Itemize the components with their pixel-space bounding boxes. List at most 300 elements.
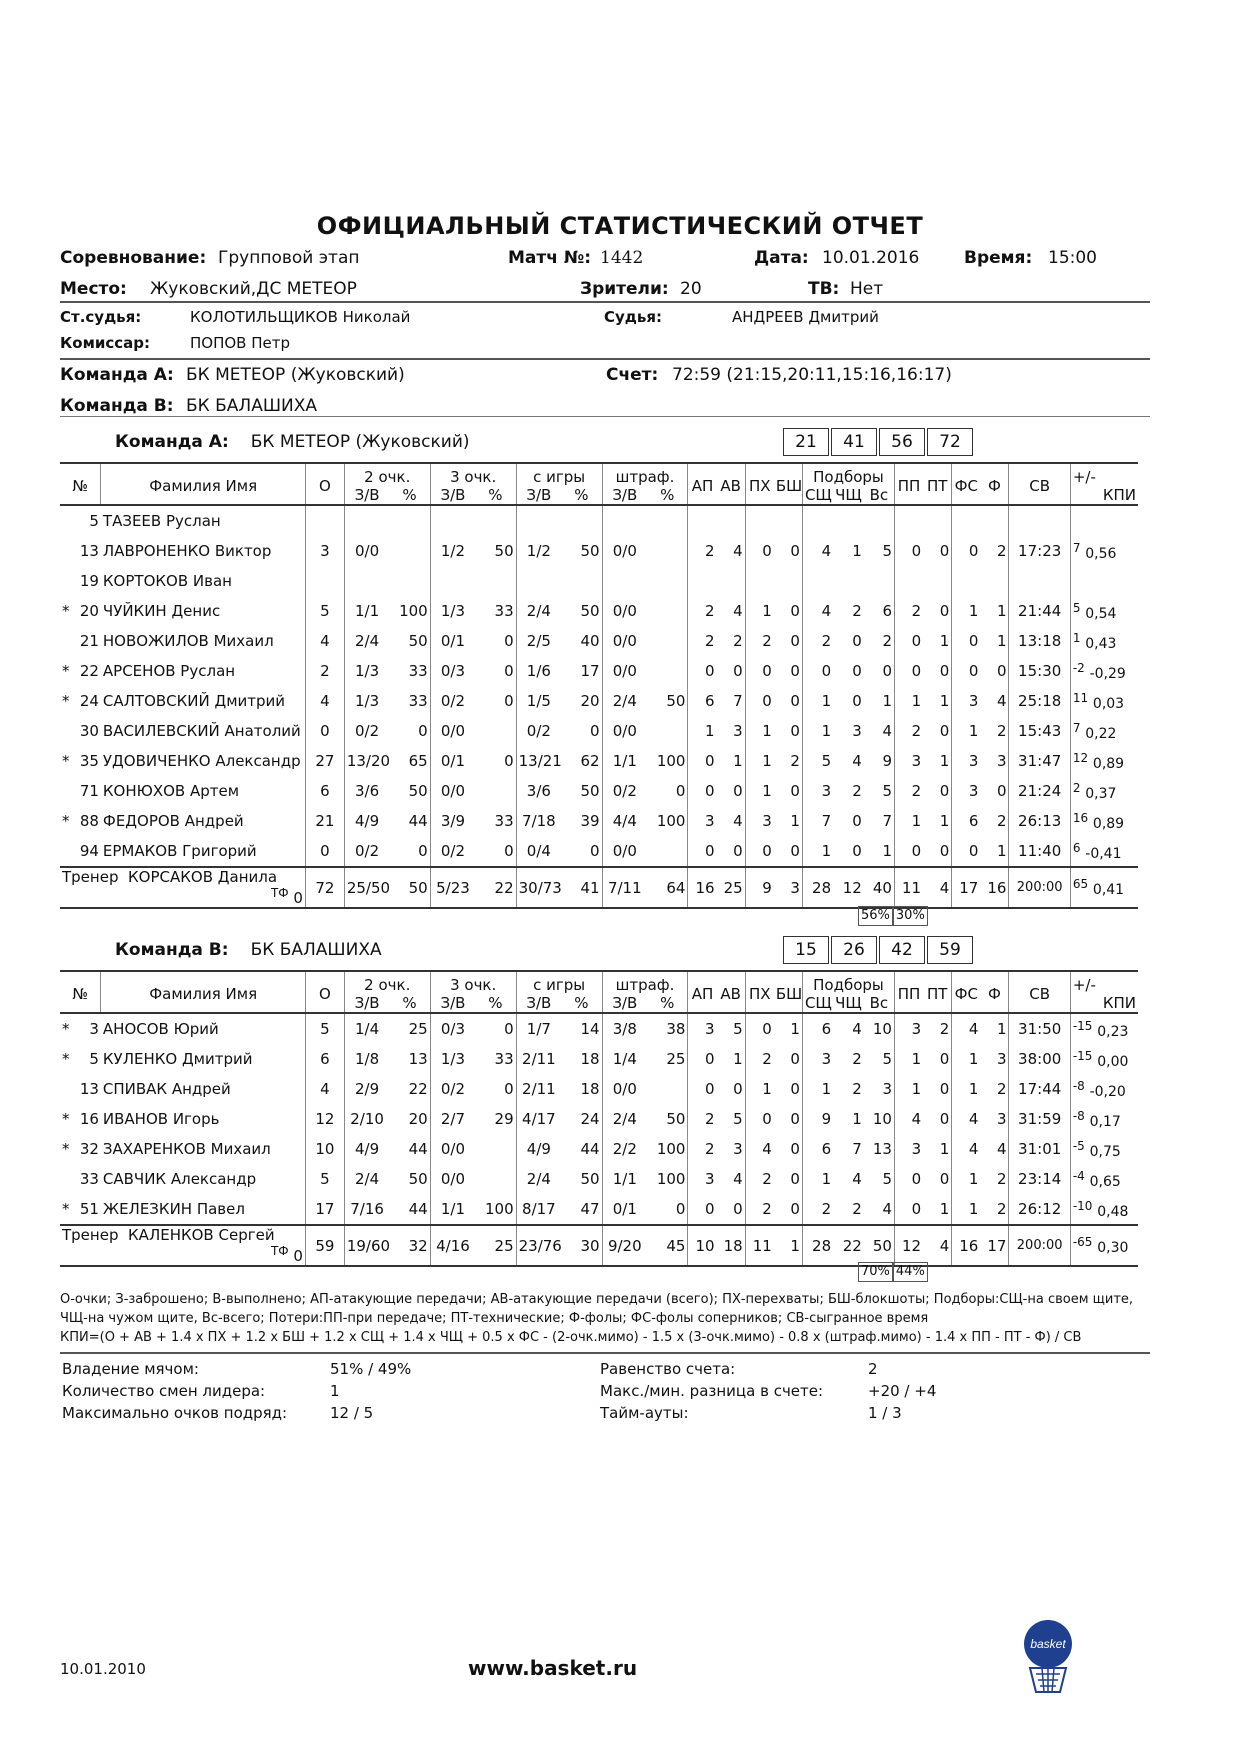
cell-ftp: 38 — [666, 1020, 686, 1038]
team-b-reb-pct-own: 70% — [858, 1262, 893, 1282]
player-number — [60, 1134, 101, 1164]
cell-ft: 0/0 — [602, 1074, 647, 1104]
cell-bsh: 2 — [790, 752, 800, 770]
tv-label: ТВ: — [808, 279, 840, 299]
plus-minus: -15 — [1072, 1048, 1093, 1063]
cell-p3p: 29 — [494, 1110, 514, 1128]
cell-sch — [802, 566, 833, 596]
cell-p3p — [475, 716, 516, 746]
kpi-value: 0,43 — [1085, 635, 1117, 652]
cell-ftp: 0 — [675, 1200, 686, 1218]
cell-pp: 0 — [894, 1164, 923, 1194]
cell-pt: 1 — [939, 692, 950, 710]
team-a-heading — [115, 432, 470, 452]
cell-pt: 1 — [939, 632, 950, 650]
cell-av: 0 — [733, 842, 743, 860]
cell-fg: 1/2 — [516, 536, 561, 566]
cell-kpi — [1070, 806, 1138, 836]
player-name: КУЛЕНКО Дмитрий — [102, 1050, 253, 1068]
cell-fg: 7/18 — [516, 806, 561, 836]
player-number — [60, 686, 101, 716]
player-number — [60, 1013, 101, 1044]
player-number-value: 21 — [79, 632, 99, 650]
cell-p3p: 0 — [504, 1020, 514, 1038]
cell-ft: 0/1 — [602, 1194, 647, 1225]
cell-fgp: 0 — [590, 722, 600, 740]
legend-line-3: КПИ=(О + АВ + 1.4 x ПХ + 1.2 x БШ + 1.2 x СЩ + 1.4 x ЧЩ + 0.5 x ФС - (2-очк.мимо) - 1.5 x (3-очк.мимо) - 0.8 x (штраф.мимо) - 1.4 x ПП - ПТ - Ф) / СВ — [60, 1330, 1082, 1345]
cell-fgp: 44 — [580, 1140, 600, 1158]
cell-ft: 0/0 — [602, 716, 647, 746]
cell-kpi — [1070, 716, 1138, 746]
cell-p2: 1/1 — [344, 596, 389, 626]
col-chsh: ЧЩ — [835, 994, 862, 1012]
cell-fg — [516, 566, 561, 596]
cell-av — [717, 505, 746, 536]
cell-f: 0 — [996, 782, 1007, 800]
cell-p3: 0/0 — [430, 776, 475, 806]
cell-kpi — [1070, 1074, 1138, 1104]
cell-vs: 2 — [882, 632, 892, 650]
player-number-value: 5 — [89, 512, 99, 530]
cell-chsh: 1 — [852, 1110, 862, 1128]
col-points: О — [305, 463, 344, 505]
col-reb: Подборы — [802, 463, 894, 486]
player-number-value: 32 — [79, 1140, 99, 1158]
cell-px: 1 — [745, 1074, 774, 1104]
cell-ft: 0/0 — [602, 596, 647, 626]
player-number-value: 5 — [89, 1050, 99, 1068]
cell-fg: 2/11 — [516, 1074, 561, 1104]
total-sv: 200:00 — [1009, 1225, 1070, 1266]
cell-o: 5 — [305, 1164, 344, 1194]
cell-p3: 0/0 — [430, 1164, 475, 1194]
team-fouls-value: 0 — [293, 889, 303, 907]
cell-p2 — [344, 505, 389, 536]
player-number-value: 94 — [79, 842, 99, 860]
col-pt: ПТ — [926, 477, 948, 495]
plus-minus: -10 — [1072, 1198, 1093, 1213]
col-three-zv: З/В — [430, 486, 475, 505]
cell-p3: 0/1 — [430, 746, 475, 776]
col-px: ПХ — [745, 463, 774, 505]
team-a-heading-label: Команда А: — [115, 432, 229, 452]
cell-pt: 0 — [939, 1170, 950, 1188]
cell-p3: 0/2 — [430, 836, 475, 867]
cell-f: 2 — [996, 542, 1007, 560]
player-number — [60, 1104, 101, 1134]
place-label: Место: — [60, 279, 127, 299]
col-two: 2 очк. — [344, 463, 430, 486]
total-p3p: 25 — [475, 1225, 516, 1266]
cell-sv: 26:12 — [1009, 1194, 1070, 1225]
cell-pp: 0 — [894, 626, 923, 656]
cell-f: 2 — [996, 1170, 1007, 1188]
cell-fs: 3 — [952, 686, 981, 716]
cell-pp — [894, 566, 923, 596]
cell-fs: 0 — [952, 536, 981, 566]
page-title: ОФИЦИАЛЬНЫЙ СТАТИСТИЧЕСКИЙ ОТЧЕТ — [316, 212, 924, 240]
cell-p2p: 100 — [399, 602, 428, 620]
leader-changes-label: Количество смен лидера: — [62, 1382, 266, 1400]
legend-line-2: ЧЩ-на чужом щите, Вс-всего; Потери:ПП-при передаче; ПТ-технические; Ф-фолы; ФС-фолы соперников; СВ-сыгранное время — [60, 1311, 929, 1326]
cell-o: 0 — [305, 836, 344, 867]
cell-p2: 0/0 — [344, 536, 389, 566]
cell-p3: 3/9 — [430, 806, 475, 836]
cell-fs: 1 — [952, 1164, 981, 1194]
cell-bsh: 0 — [790, 692, 800, 710]
cell-bsh: 0 — [790, 632, 800, 650]
max-run-value: 12 / 5 — [330, 1404, 374, 1422]
team-b-reb-pct — [858, 1262, 928, 1282]
cell-sch: 1 — [802, 1164, 833, 1194]
cell-av: 4 — [733, 812, 743, 830]
cell-pt: 0 — [939, 1050, 950, 1068]
score-label: Счет: — [606, 365, 659, 385]
spectators-label: Зрители: — [580, 279, 669, 299]
cell-ft: 2/2 — [602, 1134, 647, 1164]
col-two-zv: З/В — [344, 486, 389, 505]
player-number-value: 88 — [79, 812, 99, 830]
cell-fs: 3 — [952, 776, 981, 806]
cell-vs: 4 — [882, 722, 892, 740]
cell-fs — [952, 505, 981, 536]
plus-minus: 16 — [1072, 810, 1089, 825]
player-name: АНОСОВ Юрий — [102, 1020, 219, 1038]
player-name: ЛАВРОНЕНКО Виктор — [102, 542, 272, 560]
col-ft-pct: % — [660, 486, 675, 504]
cell-p2p: 50 — [408, 782, 428, 800]
total-ap: 16 — [688, 867, 717, 908]
total-kpi — [1070, 867, 1138, 908]
cell-kpi — [1070, 1044, 1138, 1074]
total-o: 59 — [305, 1225, 344, 1266]
cell-pp: 3 — [894, 1134, 923, 1164]
cell-ft: 0/0 — [602, 836, 647, 867]
date-label: Дата: — [754, 248, 809, 268]
cell-fs: 4 — [952, 1134, 981, 1164]
cell-fg: 4/17 — [516, 1104, 561, 1134]
player-number — [60, 626, 101, 656]
cell-p2: 2/4 — [344, 626, 389, 656]
col-ft-zv: З/В — [602, 994, 647, 1013]
player-name: УДОВИЧЕНКО Александр — [102, 752, 301, 770]
col-sv: СВ — [1009, 463, 1070, 505]
kpi-value: 0,23 — [1097, 1023, 1129, 1040]
total-ft: 9/20 — [602, 1225, 647, 1266]
cell-vs — [864, 505, 895, 536]
footer-url[interactable]: www.basket.ru — [468, 1656, 638, 1680]
cell-sv: 21:44 — [1009, 596, 1070, 626]
cell-p2: 1/3 — [344, 656, 389, 686]
total-ftp: 45 — [647, 1225, 688, 1266]
cell-ftp — [647, 505, 688, 536]
time-value: 15:00 — [1048, 248, 1097, 268]
table-row — [60, 746, 1138, 776]
time-label: Время: — [964, 248, 1033, 268]
total-pp: 12 — [894, 1225, 923, 1266]
cell-f: 2 — [996, 812, 1007, 830]
table-row — [60, 1013, 1138, 1044]
cell-fgp — [561, 505, 602, 536]
cell-bsh — [774, 505, 803, 536]
cell-o: 12 — [305, 1104, 344, 1134]
player-number-value: 3 — [89, 1020, 99, 1038]
table-row — [60, 776, 1138, 806]
cell-p3p: 100 — [484, 1200, 514, 1218]
col-three: 3 очк. — [430, 971, 516, 994]
cell-chsh: 0 — [852, 692, 862, 710]
cell-ap: 0 — [688, 746, 717, 776]
cell-av: 7 — [733, 692, 743, 710]
cell-fs: 6 — [952, 806, 981, 836]
total-px: 9 — [745, 867, 774, 908]
cell-sv: 13:18 — [1009, 626, 1070, 656]
cell-ftp: 100 — [656, 812, 686, 830]
cell-p2: 13/20 — [344, 746, 389, 776]
cell-p2p — [389, 566, 430, 596]
cell-av: 5 — [733, 1110, 743, 1128]
cell-vs: 7 — [882, 812, 892, 830]
team-fouls-label: ТФ — [270, 886, 289, 900]
cell-sch: 6 — [802, 1013, 833, 1044]
cell-bsh: 0 — [790, 842, 800, 860]
col-av: АВ — [720, 985, 741, 1003]
cell-sv: 11:40 — [1009, 836, 1070, 867]
cell-o: 27 — [305, 746, 344, 776]
cell-fgp: 17 — [580, 662, 600, 680]
cell-vs: 3 — [882, 1080, 892, 1098]
coach-cell — [60, 1225, 305, 1266]
cell-pp: 4 — [894, 1104, 923, 1134]
coach-row — [60, 867, 1138, 908]
cell-kpi — [1070, 656, 1138, 686]
cell-pt: 1 — [939, 1200, 950, 1218]
cell-o: 4 — [305, 686, 344, 716]
cell-fgp: 40 — [580, 632, 600, 650]
col-pm: +/- — [1070, 463, 1138, 486]
team-a-heading-name: БК МЕТЕОР (Жуковский) — [250, 432, 470, 452]
starter-mark: * — [62, 692, 70, 710]
player-name: САЛТОВСКИЙ Дмитрий — [102, 692, 286, 710]
cell-px: 1 — [745, 776, 774, 806]
cell-o: 2 — [305, 656, 344, 686]
cell-chsh — [833, 505, 864, 536]
player-name: КОРТОКОВ Иван — [102, 572, 232, 590]
cell-p3: 0/2 — [430, 686, 475, 716]
cell-px: 1 — [745, 596, 774, 626]
cell-sch: 1 — [802, 716, 833, 746]
cell-sch: 9 — [802, 1104, 833, 1134]
total-av: 25 — [717, 867, 746, 908]
player-name: САВЧИК Александр — [102, 1170, 257, 1188]
col-ap: АП — [688, 463, 717, 505]
cell-fg: 3/6 — [516, 776, 561, 806]
legend-line-1: О-очки; З-заброшено; В-выполнено; АП-атакующие передачи; АВ-атакующие передачи (всего); ПХ-перехваты; БШ-блокшоты; Подборы:СЩ-на своем щите, — [60, 1292, 1134, 1307]
cell-ftp — [647, 626, 688, 656]
plus-minus: -4 — [1072, 1168, 1085, 1183]
timeouts-value: 1 / 3 — [868, 1404, 902, 1422]
cell-vs: 4 — [882, 1200, 892, 1218]
cell-px: 2 — [745, 1044, 774, 1074]
col-ft-zv: З/В — [602, 486, 647, 505]
total-fgp: 30 — [561, 1225, 602, 1266]
cell-ft: 0/0 — [602, 656, 647, 686]
col-two-zv: З/В — [344, 994, 389, 1013]
total-p3: 4/16 — [430, 1225, 475, 1266]
cell-ap: 3 — [688, 1013, 717, 1044]
col-fg-pct: % — [574, 486, 589, 504]
cell-p2p: 20 — [408, 1110, 428, 1128]
cell-sv: 25:18 — [1009, 686, 1070, 716]
cell-px: 2 — [745, 1164, 774, 1194]
cell-chsh: 4 — [852, 1170, 862, 1188]
cell-ap: 2 — [688, 626, 717, 656]
cell-ap — [688, 505, 717, 536]
cell-p2p: 13 — [408, 1050, 428, 1068]
cell-f: 1 — [996, 602, 1007, 620]
cell-px: 3 — [745, 806, 774, 836]
col-f: Ф — [987, 477, 1001, 495]
cell-bsh: 0 — [790, 782, 800, 800]
plus-minus: -2 — [1072, 660, 1085, 675]
cell-p2: 1/4 — [344, 1013, 389, 1044]
cell-ap: 0 — [688, 1194, 717, 1225]
team-b-quarter-scores — [783, 936, 975, 964]
cell-sch: 3 — [802, 1044, 833, 1074]
total-bsh: 1 — [774, 1225, 803, 1266]
cell-o — [305, 566, 344, 596]
cell-ap: 3 — [688, 1164, 717, 1194]
total-p2p: 32 — [389, 1225, 430, 1266]
cell-ap: 0 — [688, 656, 717, 686]
cell-fgp: 50 — [580, 782, 600, 800]
cell-p2: 2/9 — [344, 1074, 389, 1104]
leader-changes-value: 1 — [330, 1382, 340, 1400]
player-name: ЗАХАРЕНКОВ Михаил — [102, 1140, 271, 1158]
player-number — [60, 1074, 101, 1104]
cell-kpi — [1070, 1164, 1138, 1194]
cell-p3p: 0 — [504, 752, 514, 770]
total-ft: 7/11 — [602, 867, 647, 908]
cell-f: 1 — [996, 1020, 1007, 1038]
col-pt: ПТ — [926, 985, 948, 1003]
total-sv: 200:00 — [1009, 867, 1070, 908]
cell-av: 3 — [733, 722, 743, 740]
total-fs: 17 — [952, 867, 981, 908]
cell-px: 0 — [745, 1104, 774, 1134]
legend — [60, 1290, 1140, 1347]
cell-p2p: 0 — [418, 722, 428, 740]
player-number — [60, 776, 101, 806]
player-number — [60, 716, 101, 746]
cell-pt — [923, 505, 952, 536]
cell-o: 5 — [305, 1013, 344, 1044]
col-points: О — [305, 971, 344, 1013]
kpi-value: 0,17 — [1089, 1113, 1121, 1130]
match-label: Матч №: — [508, 248, 592, 268]
cell-pt: 0 — [939, 602, 950, 620]
col-fg: с игры — [516, 463, 602, 486]
table-row — [60, 836, 1138, 867]
cell-o: 3 — [305, 536, 344, 566]
coach-row — [60, 1225, 1138, 1266]
cell-fg — [516, 505, 561, 536]
cell-ftp: 25 — [666, 1050, 686, 1068]
cell-p3p: 0 — [504, 842, 514, 860]
cell-chsh: 2 — [852, 782, 862, 800]
cell-px: 1 — [745, 716, 774, 746]
cell-px: 0 — [745, 686, 774, 716]
cell-fgp — [561, 566, 602, 596]
team-a-stats-table — [60, 462, 1138, 909]
kpi-value: 0,03 — [1092, 695, 1125, 712]
plus-minus: 1 — [1072, 630, 1081, 645]
cell-ft: 0/2 — [602, 776, 647, 806]
cell-px: 0 — [745, 1013, 774, 1044]
cell-pp: 1 — [894, 686, 923, 716]
player-name: АРСЕНОВ Руслан — [102, 662, 236, 680]
player-number — [60, 746, 101, 776]
col-bsh: БШ — [775, 985, 803, 1003]
possession-value: 51% / 49% — [330, 1360, 412, 1378]
competition-value: Групповой этап — [218, 248, 360, 268]
col-name: Фамилия Имя — [101, 463, 306, 505]
cell-o: 21 — [305, 806, 344, 836]
total-pt: 4 — [923, 1225, 952, 1266]
cell-bsh: 0 — [790, 1080, 800, 1098]
cell-ap: 2 — [688, 1134, 717, 1164]
cell-pp: 2 — [894, 776, 923, 806]
cell-p3p — [475, 566, 516, 596]
cell-p3 — [430, 505, 475, 536]
col-bsh: БШ — [775, 477, 803, 495]
cell-chsh: 2 — [852, 1200, 862, 1218]
cell-pt — [923, 566, 952, 596]
cell-bsh: 0 — [790, 1140, 800, 1158]
cell-ft: 4/4 — [602, 806, 647, 836]
plus-minus: 12 — [1072, 750, 1089, 765]
player-name: ЕРМАКОВ Григорий — [102, 842, 257, 860]
kpi-value: 0,48 — [1097, 1203, 1129, 1220]
place-value: Жуковский,ДС МЕТЕОР — [150, 279, 357, 299]
cell-sch: 2 — [802, 626, 833, 656]
cell-sv — [1009, 505, 1070, 536]
cell-f: 2 — [996, 722, 1007, 740]
player-number-value: 19 — [79, 572, 99, 590]
cell-pt: 0 — [939, 782, 950, 800]
team-a-q4: 72 — [927, 428, 973, 456]
cell-kpi — [1070, 686, 1138, 716]
coach-cell — [60, 867, 305, 908]
total-pp: 11 — [894, 867, 923, 908]
team-b-q2: 26 — [831, 936, 877, 964]
player-number — [60, 536, 101, 566]
cell-p2p: 33 — [408, 692, 428, 710]
cell-pt: 0 — [939, 662, 950, 680]
cell-av: 0 — [733, 1080, 743, 1098]
kpi-value: 0,89 — [1092, 755, 1125, 772]
cell-vs: 5 — [882, 1050, 892, 1068]
total-f: 16 — [980, 867, 1009, 908]
cell-chsh: 0 — [852, 812, 862, 830]
cell-ap: 0 — [688, 1074, 717, 1104]
cell-fg: 2/4 — [516, 1164, 561, 1194]
cell-fg: 2/5 — [516, 626, 561, 656]
cell-kpi — [1070, 566, 1138, 596]
total-p2: 25/50 — [344, 867, 389, 908]
col-f: Ф — [987, 985, 1001, 1003]
cell-fg: 1/5 — [516, 686, 561, 716]
